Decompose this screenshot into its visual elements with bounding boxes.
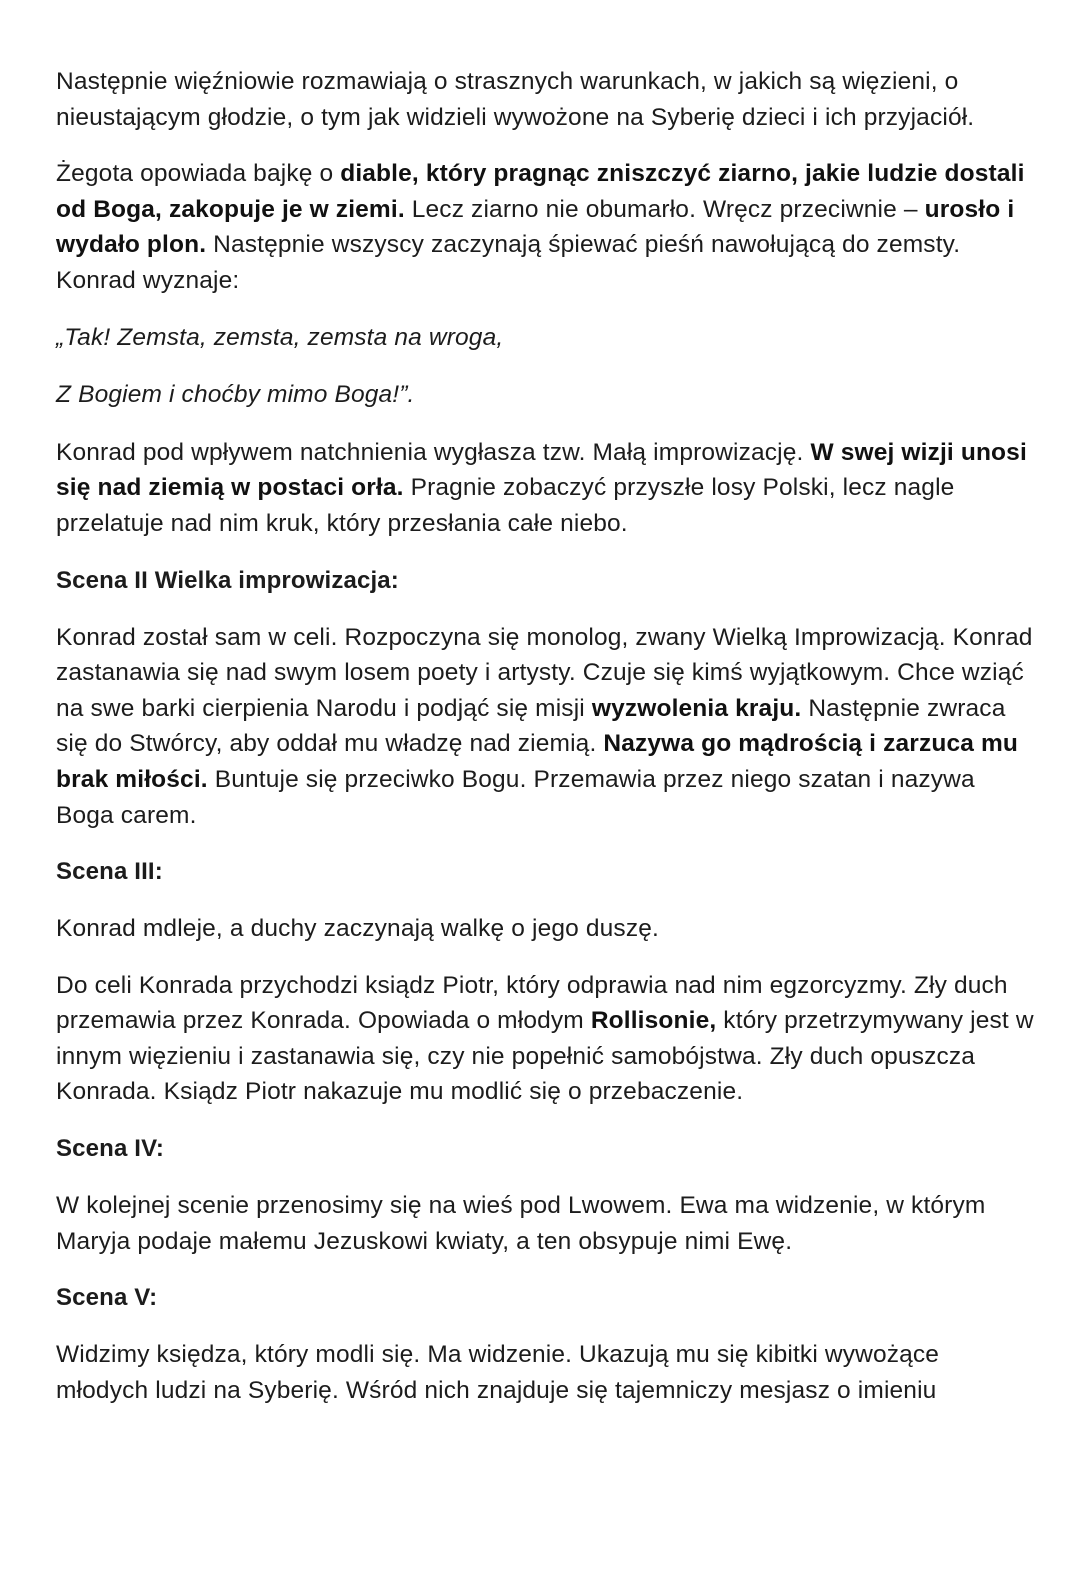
bold-phrase: urosło i wydało plon.: [56, 195, 1015, 259]
heading-scena-v: Scena V:: [56, 1284, 158, 1312]
paragraph-priest-vision: Widzimy księdza, który modli się. Ma widzenie. Ukazują mu się kibitki wywożące młodych ludzi na Syberię. Wśród nich znajduje się tajemniczy mesjasz o imieniu: [56, 1341, 940, 1404]
bold-phrase: wyzwolenia kraju.: [591, 694, 802, 722]
heading-scena-ii: Scena II Wielka improwizacja:: [56, 566, 399, 594]
heading-scena-iii: Scena III:: [56, 858, 163, 886]
bold-phrase: diable, który pragnąc zniszczyć ziarno, jakie ludzie dostali od Boga, zakopuje je w ziemi.: [56, 160, 1025, 223]
paragraph-konrad-faints: Konrad mdleje, a duchy zaczynają walkę o jego duszę.: [56, 915, 659, 943]
paragraph-great-improvisation: Konrad został sam w celi. Rozpoczyna się monolog, zwany Wielką Improwizacją. Konrad zastanawia się nad swym losem poety i artysty. Czuje się kimś wyjątkowym. Chce wziąć na swe barki cierpienia Narodu i podjąć się misji wyzwolenia kraju. Następnie zwraca się do Stwórcy, aby oddał mu władzę nad ziemią. Nazywa go mądrością i zarzuca mu brak miłości. Buntuje się przeciwko Bogu. Przemawia przez niego szatan i nazywa Boga carem.: [56, 623, 1033, 829]
heading-scena-iv: Scena IV:: [56, 1135, 165, 1163]
quote-line-2: Z Bogiem i choćby mimo Boga!”.: [56, 381, 415, 409]
paragraph-ewa-vision: W kolejnej scenie przenosimy się na wieś pod Lwowem. Ewa ma widzenie, w którym Maryja podaje małemu Jezuskowi kwiaty, a ten obsypuje nimi Ewę.: [56, 1192, 986, 1255]
document-page: [56, 64, 1036, 1429]
bold-phrase: Rollisonie,: [590, 1007, 717, 1035]
paragraph-zegota-fable: Żegota opowiada bajkę o diable, który pragnąc zniszczyć ziarno, jakie ludzie dostali od Boga, zakopuje je w ziemi. Lecz ziarno nie obumarło. Wręcz przeciwnie – urosło i wydało plon. Następnie wszyscy zaczynają śpiewać pieśń nawołującą do zemsty. Konrad wyznaje:: [56, 160, 1025, 294]
paragraph-small-improvisation: Konrad pod wpływem natchnienia wygłasza tzw. Małą improwizację. W swej wizji unosi się nad ziemią w postaci orła. Pragnie zobaczyć przyszłe losy Polski, lecz nagle przelatuje nad nim kruk, który przesłania całe niebo.: [56, 438, 1027, 537]
paragraph-exorcism: Do celi Konrada przychodzi ksiądz Piotr, który odprawia nad nim egzorcyzmy. Zły duch przemawia przez Konrada. Opowiada o młodym Rollisonie, który przetrzymywany jest w innym więzieniu i zastanawia się, czy nie popełnić samobójstwa. Zły duch opuszcza Konrada. Ksiądz Piotr nakazuje mu modlić się o przebaczenie.: [56, 971, 1034, 1106]
paragraph-prisoners-conditions: Następnie więźniowie rozmawiają o strasznych warunkach, w jakich są więzieni, o nieustającym głodzie, o tym jak widzieli wywożone na Syberię dzieci i ich przyjaciół.: [56, 68, 975, 131]
quote-line-1: „Tak! Zemsta, zemsta, zemsta na wroga,: [56, 323, 504, 351]
bold-phrase: W swej wizji unosi się nad ziemią w postaci orła.: [56, 438, 1027, 502]
bold-phrase: Nazywa go mądrością i zarzuca mu brak miłości.: [56, 730, 1019, 793]
